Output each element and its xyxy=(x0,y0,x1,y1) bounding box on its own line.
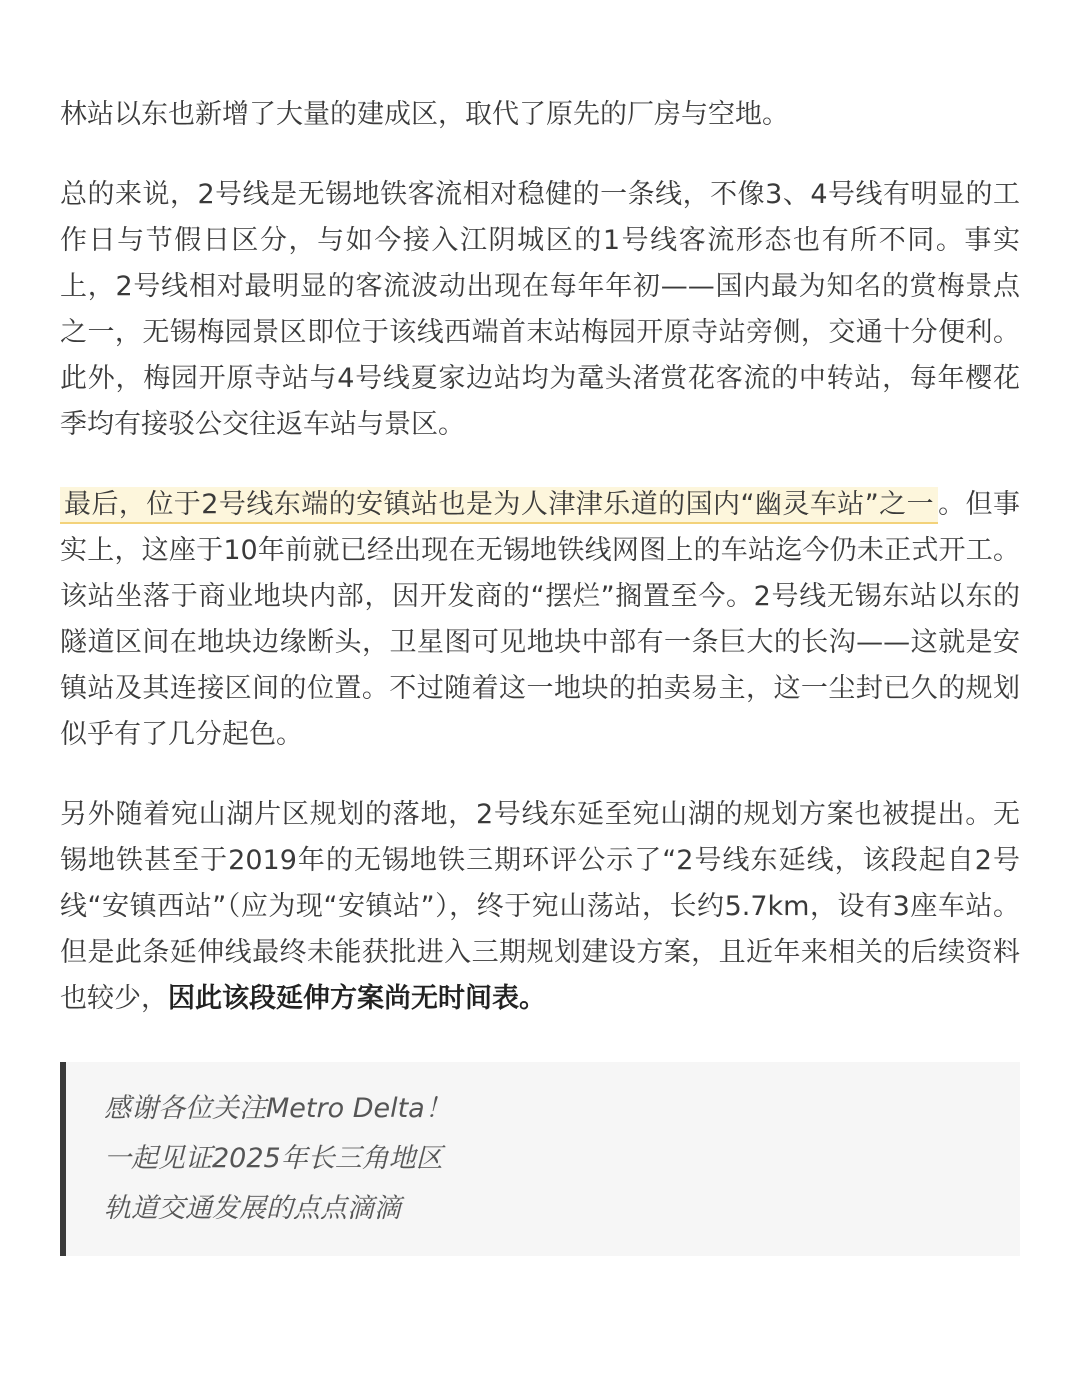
paragraph-4-text: 另外随着宛山湖片区规划的落地，2号线东延至宛山湖的规划方案也被提出。无锡地铁甚至于2019年的无锡地铁三期环评公示了“2号线东延线，该段起自2号线“安镇西站”（应为现“安镇站”），终于宛山荡站，长约5.7km，设有3座车站。但是此条延伸线最终未能获批进入三期规划建设方案，且近年来相关的后续资料也较少， xyxy=(60,799,1020,1014)
highlighted-text: 最后，位于2号线东端的安镇站也是为人津津乐道的国内“幽灵车站”之一 xyxy=(60,487,938,524)
quote-line-3: 轨道交通发展的点点滴滴 xyxy=(104,1193,401,1224)
quote-line-2: 一起见证2025年长三角地区 xyxy=(104,1143,443,1174)
paragraph-4-bold: 因此该段延伸方案尚无时间表。 xyxy=(168,983,546,1014)
paragraph-1: 林站以东也新增了大量的建成区，取代了原先的厂房与空地。 xyxy=(60,99,789,130)
paragraph-3-rest: 。但事实上，这座于10年前就已经出现在无锡地铁线网图上的车站迄今仍未正式开工。该站坐落于商业地块内部，因开发商的“摆烂”搁置至今。2号线无锡东站以东的隧道区间在地块边缘断头，卫星图可见地块中部有一条巨大的长沟——这就是安镇站及其连接区间的位置。不过随着这一地块的拍卖易主，这一尘封已久的规划似乎有了几分起色。 xyxy=(60,489,1020,750)
quote-line-1: 感谢各位关注Metro Delta！ xyxy=(104,1093,452,1124)
paragraph-4 xyxy=(60,792,1020,1022)
closing-quote-block xyxy=(60,1062,1020,1256)
paragraph-2: 总的来说，2号线是无锡地铁客流相对稳健的一条线，不像3、4号线有明显的工作日与节假日区分，与如今接入江阴城区的1号线客流形态也有所不同。事实上，2号线相对最明显的客流波动出现在每年年初——国内最为知名的赏梅景点之一，无锡梅园景区即位于该线西端首末站梅园开原寺站旁侧，交通十分便利。此外，梅园开原寺站与4号线夏家边站均为鼋头渚赏花客流的中转站，每年樱花季均有接驳公交往返车站与景区。 xyxy=(60,179,1020,440)
paragraph-3 xyxy=(60,482,1020,758)
